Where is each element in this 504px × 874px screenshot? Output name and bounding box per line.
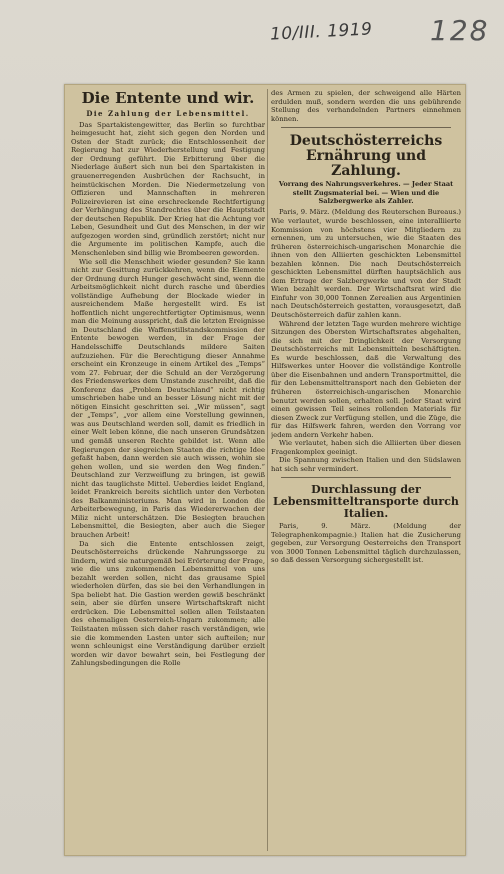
article1-subheadline: Die Zahlung der Lebensmittel. — [86, 108, 250, 118]
column-divider — [267, 89, 268, 851]
archive-number: 128 — [430, 14, 490, 47]
article1-paragraph: Da sich die Entente entschlossen zeigt, Deutschösterreichs drückende Nahrungssorge zu lindern, wird sie naturgemäß bei Erörterung der Frage, wie die uns zukommenden Lebensmittel von uns bezahlt werden sollen, nicht das grausame Spiel wiederholen dürfen, das sie bei den Verhandlungen in Spa beliebt hat. Die Gastion werden gewiß beschränkt sein, aber sie dürfen unsere Wirtschaftskraft nicht erdrücken. Die Lebensmittel sollen allen Teilstaaten des ehemaligen Oesterreich-Ungarn zukommen; alle Teilstaaten müssen sich daher rasch verständigen, wie sie die kommenden Lasten unter sich aufteilen; nur wenn schleunigst eine Verständigung darüber erzielt worden wir davor bewahrt sein, bei Festlegung der Zahlungsbedingungen die Rolle — [71, 539, 265, 668]
article1-paragraph: Wie soll die Menschheit wieder gesunden? Sie kann nicht zur Gesittung zurückkehren, wenn die Elemente der Ordnung durch Hunger geschwächt sind, wenn die Arbeitsmöglichkeit nicht durch rasche und überdies vollständige Aufhebung der Blockade wieder in ausreichendem Maße hergestellt wird. Es ist hoffentlich nicht ungerechtfertigter Optimismus, wenn man die Meinung ausspricht, daß die letzten Ereignisse in Deutschland die Waffenstillstandskommission der Entente bewogen werden, in der Frage der Handelsschiffe Deutschlands mildere Saiten aufzuziehen. Für die Berechtigung dieser Annahme erscheint ein Kronzeuge in einem Artikel des „Temps“ vom 27. Februar, der die Schuld an der Verzögerung des Friedenswerkes dem Umstande zuschreibt, daß die Konferenz das „Problem Deutschland“ nicht richtig umschrieben habe und an besser Lösung nicht mit der nötigen Einsicht geschritten sei. „Wir müssen“, sagt der „Temps“, „vor allem eine Vorstellung gewinnen, was aus Deutschland werden soll, damit es friedlich in einer Welt leben könne, die nach unseren Grundsätzen und gemäß unseren Rechte gebildet ist. Wenn alle Regierungen der siegreichen Staaten die richtige Idee gefaßt haben, dann werden sie auch wissen, wohin sie gehen wollen, und sie werden den Weg finden.“ Deutschland zur Verzweiflung zu bringen, ist gewiß nicht das tauglichste Mittel. Ueberdies leidet England, leidet Frankreich bereits sichtlich unter den Verboten des Balkanministeriums. Man wird in London die Arbeiterbewegung, in Paris das Wiedererwachen der Miliz nicht unterschätzen. Die Besiegten brauchen Lebensmittel, die Besiegten, aber auch die Sieger brauchen Arbeit! — [71, 257, 265, 539]
left-column — [71, 85, 265, 849]
separator-rule — [281, 127, 451, 128]
article3-headline: Durchlassung der Lebensmitteltransporte durch Italien. — [273, 483, 459, 520]
newspaper-clipping — [64, 84, 466, 856]
article1-continued-paragraph: des Armen zu spielen, der schweigend alle Härten erdulden muß, sondern werden die uns gebührende Stellung des verhandelnden Partners einnehmen können. — [271, 89, 461, 123]
article1-headline: Die Entente und wir. — [81, 89, 255, 107]
article2-paragraph: Die Spannung zwischen Italien und den Südslawen hat sich sehr vermindert. — [271, 456, 461, 473]
article2-paragraph: Wie verlautet, haben sich die Alliierten über diesen Fragenkomplex geeinigt. — [271, 439, 461, 456]
handwritten-date: 10/III. 1919 — [269, 19, 373, 45]
article3-paragraph: Paris, 9. März. (Meldung der Telegraphenkompagnie.) Italien hat die Zusicherung gegeben, zur Versorgung Oesterreichs den Transport von 3000 Tonnen Lebensmittel täglich durchzulassen, so daß dessen Versorgung sichergestellt ist. — [271, 522, 461, 565]
article1-paragraph: Das Spartakistengewitter, das Berlin so furchtbar heimgesucht hat, zieht sich gegen den Norden und Osten der Stadt zurück; die Entschlossenheit der Regierung hat zur Wiederherstellung und Festigung der Ordnung geführt. Die Erbitterung über die Niederlage äußert sich nun bei den Spartakisten in grauenerregenden Ausbrüchen der Rachsucht, in heimtückischen Morden. Die Niedermetzelung von Offizieren und Mannschaften in mehreren Polizeirevieren ist eine erschreckende Rechtfertigung der Verhängung des Standrechtes über die Hauptstadt der deutschen Republik. Der Krieg hat die Achtung vor Leben, Gesundheit und Gut des Menschen, in der wir aufgezogen worden sind, gründlich zerstört; nicht nur die Argumente im politischen Kampfe, auch die Menschenleben sind billig wie Brombeeren geworden. — [71, 120, 265, 257]
article2-paragraph: Während der letzten Tage wurden mehrere wichtige Sitzungen des Obersten Wirtschaftsrates abgehalten, die sich mit der Dringlichkeit der Versorgung Deutschösterreichs mit Lebensmitteln beschäftigten. Es wurde beschlossen, daß die Verwaltung des Hilfswerkes unter Hoover die vollständige Kontrolle über die Eisenbahnen und andern Transportmittel, die für den Lebensmitteltransport nach den Gebieten der früheren österreichisch-ungarischen Monarchie benutzt werden sollen, erhalten soll. Jeder Staat wird einen gewissen Teil seines rollenden Materials für diesen Zweck zur Verfügung stellen, und die Züge, die für das Hilfswerk fahren, werden den Vorrang vor jedem andern Verkehr haben. — [271, 319, 461, 439]
separator-rule — [281, 477, 451, 478]
article2-headline: Deutschösterreichs Ernährung und Zahlung. — [289, 133, 443, 179]
right-column — [271, 85, 461, 849]
article2-subheadline: Vorrang des Nahrungsverkehres. — Jeder Staat stellt Zugsmaterial bei. — Wien und die Salzbergwerke als Zahler. — [278, 180, 454, 206]
article2-paragraph: Paris, 9. März. (Meldung des Reuterschen Bureaus.) Wie verlautet, wurde beschlossen, eine interalliierte Kommission von höchstens vier Mitgliedern zu ernennen, um zu untersuchen, wie die Staaten des früheren österreichisch-ungarischen Monarchie die ihnen von den Alliierten geschickten Lebensmittel bezahlen können. Die nach Deutschösterreich geschickten Lebensmittel dürften hauptsächlich aus dem Ertrage der Salzbergwerke und von der Stadt Wien bezahlt werden. Der Wirtschaftsrat wird die Einfuhr von 30,000 Tonnen Zerealien aus Argentinien nach Deutschösterreich gestatten, vorausgesetzt, daß Deutschösterreich dafür zahlen kann. — [271, 208, 461, 320]
